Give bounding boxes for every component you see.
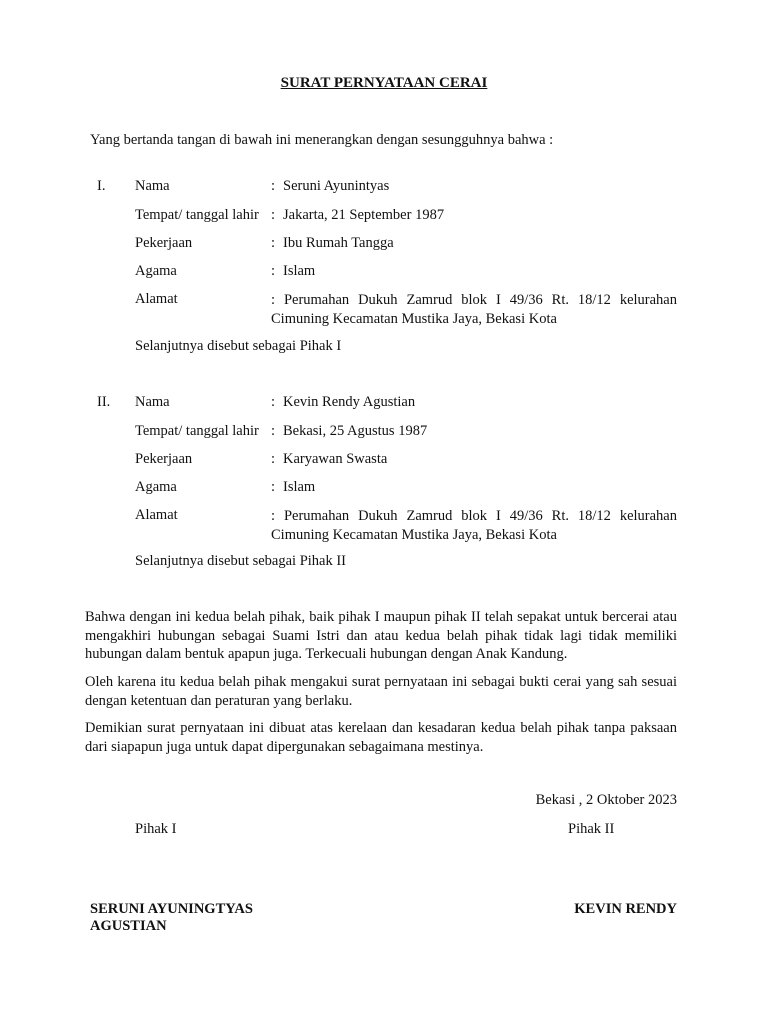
party2-name-label: Nama bbox=[135, 394, 170, 410]
party2-job-label: Pekerjaan bbox=[135, 451, 193, 467]
party2-religion-label: Agama bbox=[135, 479, 177, 495]
signature-overflow-name: AGUSTIAN bbox=[90, 918, 167, 934]
party1-religion-label: Agama bbox=[135, 263, 177, 279]
intro-text: Yang bertanda tangan di bawah ini menerangkan dengan sesungguhnya bahwa : bbox=[90, 132, 554, 148]
party2-birth-colon: : bbox=[271, 423, 276, 439]
party1-name-value: Seruni Ayunintyas bbox=[283, 178, 390, 194]
party2-address-label: Alamat bbox=[135, 507, 178, 523]
party2-job-colon: : bbox=[271, 451, 276, 467]
party1-designation: Selanjutnya disebut sebagai Pihak I bbox=[135, 338, 342, 354]
signature-right-label: Pihak II bbox=[568, 821, 615, 837]
party1-birth-colon: : bbox=[271, 207, 276, 223]
signature-left-label: Pihak I bbox=[135, 821, 177, 837]
agreement-paragraph: Bahwa dengan ini kedua belah pihak, baik pihak I maupun pihak II telah sepakat untuk bercerai atau mengakhiri hubungan sebagai Suami Istri dan atau kedua belah pihak tidak lagi tidak memiliki hubungan dalam bentuk apapun juga. Terkecuali hubungan dengan Anak Kandung. bbox=[85, 609, 677, 662]
party2-birth-value: Bekasi, 25 Agustus 1987 bbox=[283, 423, 428, 439]
party1-number: I. bbox=[97, 178, 106, 194]
party2-religion-value: Islam bbox=[283, 479, 316, 495]
party1-job-colon: : bbox=[271, 235, 276, 251]
acknowledgement-paragraph: Oleh karena itu kedua belah pihak mengakui surat pernyataan ini sebagai bukti cerai yang sah sesuai dengan ketentuan dan peraturan yang berlaku. bbox=[85, 674, 677, 709]
party1-job-label: Pekerjaan bbox=[135, 235, 193, 251]
party1-religion-colon: : bbox=[271, 263, 276, 279]
party2-name-value: Kevin Rendy Agustian bbox=[283, 394, 416, 410]
party1-address-label: Alamat bbox=[135, 291, 178, 307]
party1-religion-value: Islam bbox=[283, 263, 316, 279]
party1-address-line2: Cimuning Kecamatan Mustika Jaya, Bekasi Kota bbox=[271, 311, 557, 327]
party2-birth-label: Tempat/ tanggal lahir bbox=[135, 423, 259, 439]
document-title: SURAT PERNYATAAN CERAI bbox=[280, 75, 488, 91]
party1-name-label: Nama bbox=[135, 178, 170, 194]
place-date: Bekasi , 2 Oktober 2023 bbox=[535, 792, 677, 808]
party2-name-colon: : bbox=[271, 394, 276, 410]
party2-religion-colon: : bbox=[271, 479, 276, 495]
party2-job-value: Karyawan Swasta bbox=[283, 451, 388, 467]
party2-designation: Selanjutnya disebut sebagai Pihak II bbox=[135, 553, 347, 569]
party1-birth-value: Jakarta, 21 September 1987 bbox=[283, 207, 445, 223]
party1-birth-label: Tempat/ tanggal lahir bbox=[135, 207, 259, 223]
signature-left-name: SERUNI AYUNINGTYAS bbox=[90, 901, 253, 917]
party1-address-line1: : Perumahan Dukuh Zamrud blok I 49/36 Rt. 18/12 kelurahan bbox=[271, 292, 677, 308]
party1-address-value bbox=[271, 291, 677, 329]
party1-name-colon: : bbox=[271, 178, 276, 194]
signature-right-name: KEVIN RENDY bbox=[574, 901, 677, 917]
party1-job-value: Ibu Rumah Tangga bbox=[283, 235, 394, 251]
party2-address-line2: Cimuning Kecamatan Mustika Jaya, Bekasi Kota bbox=[271, 527, 557, 543]
party2-address-value bbox=[271, 507, 677, 545]
closing-paragraph: Demikian surat pernyataan ini dibuat atas kerelaan dan kesadaran kedua belah pihak tanpa paksaan dari siapapun juga untuk dapat dipergunakan sebagaimana mestinya. bbox=[85, 720, 677, 755]
party2-address-line1: : Perumahan Dukuh Zamrud blok I 49/36 Rt. 18/12 kelurahan bbox=[271, 508, 677, 524]
party2-number: II. bbox=[97, 394, 111, 410]
